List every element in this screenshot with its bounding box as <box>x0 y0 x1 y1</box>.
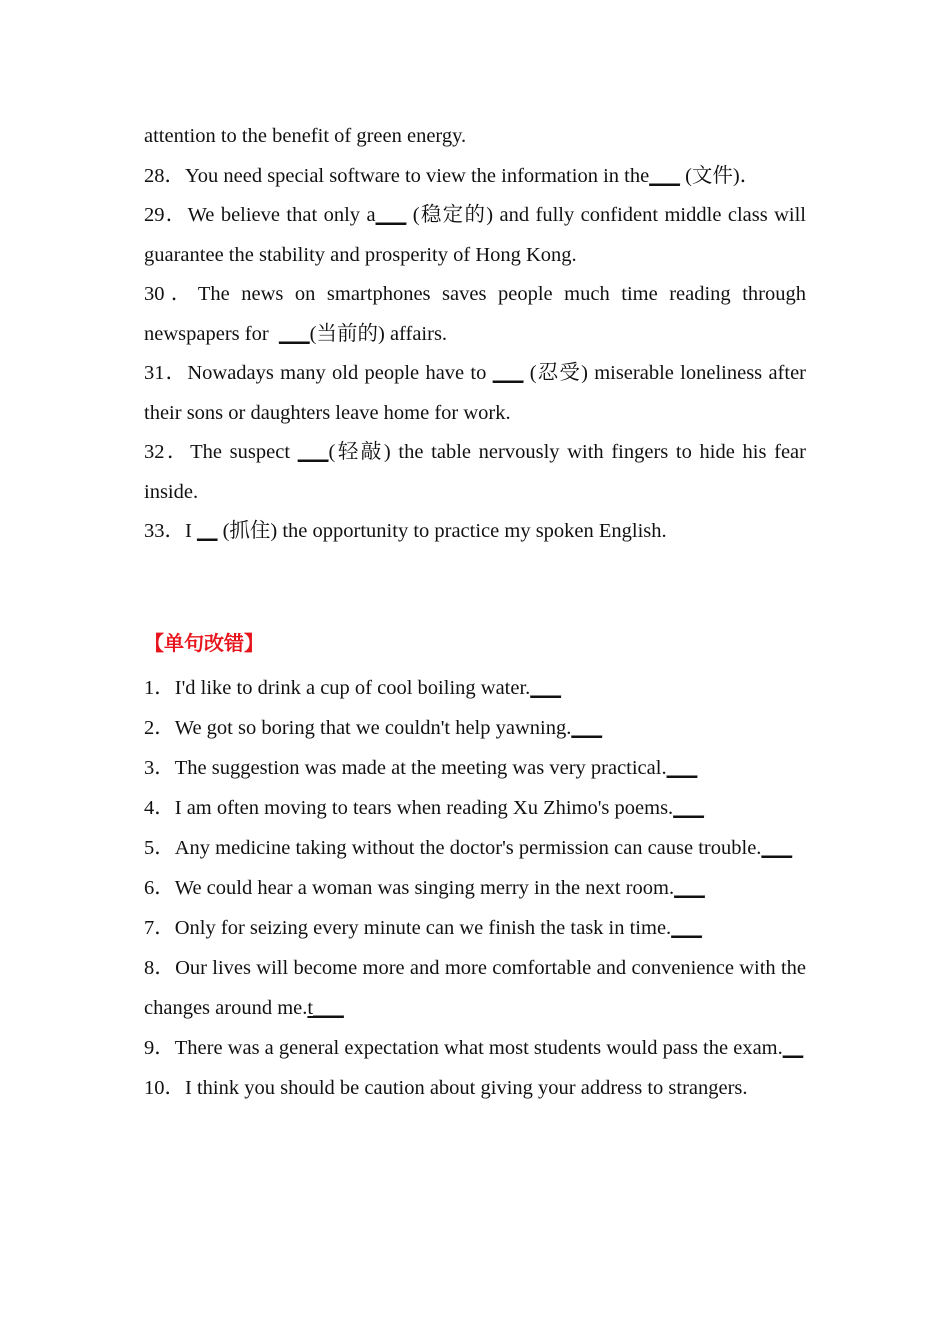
correction-list <box>144 668 806 1108</box>
correction-item-1 <box>144 668 806 708</box>
item-number: 31． <box>144 362 188 384</box>
item-number: 33． <box>144 520 185 542</box>
fill-in-item-33 <box>144 512 806 552</box>
item-hint: (稳定的) and fully confident middle class will guarantee the stability and prosperity of Hong Kong. <box>144 204 807 266</box>
answer-blank: __ <box>782 1036 804 1059</box>
item-number: 28． <box>144 164 185 187</box>
item-number: 3． <box>144 756 175 779</box>
answer-blank: ___ <box>671 916 702 939</box>
item-number: 30． <box>144 283 198 305</box>
answer-blank: ___ <box>492 362 524 384</box>
item-text: You need special software to view the information in the <box>185 164 650 187</box>
correction-item-5 <box>144 828 806 868</box>
item-text: The news on smartphones saves people much time reading through newspapers for <box>144 283 812 345</box>
correction-item-7 <box>144 908 806 948</box>
item-number: 9． <box>144 1036 175 1059</box>
answer-blank: ___ <box>571 716 603 739</box>
item-number: 10． <box>144 1076 185 1099</box>
item-number: 29． <box>144 204 188 226</box>
fill-in-item-31 <box>144 354 806 433</box>
item-text: Any medicine taking without the doctor's permission can cause trouble. <box>174 836 762 859</box>
item-text: The suggestion was made at the meeting was very practical. <box>174 756 667 779</box>
section-title: 【单句改错】 <box>144 630 264 655</box>
item-number: 8． <box>144 956 176 979</box>
item-text: The suspect <box>190 441 298 463</box>
item-number: 1． <box>144 676 175 699</box>
correction-item-8 <box>144 948 806 1028</box>
fill-in-item-32 <box>144 433 806 512</box>
item-hint: (当前的) affairs. <box>309 322 448 345</box>
item-text: I am often moving to tears when reading Xu Zhimo's poems. <box>174 796 674 819</box>
item-text: I think you should be caution about giving your address to strangers. <box>185 1076 748 1099</box>
correction-item-4 <box>144 788 806 828</box>
item-text: We believe that only a <box>187 204 376 226</box>
item-number: 5． <box>144 836 175 859</box>
fill-in-item-29 <box>144 196 806 275</box>
item-text: I <box>185 520 197 542</box>
item-hint: (抓住) the opportunity to practice my spoken English. <box>217 520 667 542</box>
answer-blank: ___ <box>530 676 562 699</box>
answer-blank: ___ <box>666 756 698 779</box>
answer-blank: ___ <box>674 876 705 899</box>
answer-blank: ___ <box>297 441 329 463</box>
item-number: 32． <box>144 441 191 463</box>
item-text: We got so boring that we couldn't help yawning. <box>174 716 572 739</box>
item-number: 4． <box>144 796 175 819</box>
item-number: 7． <box>144 916 175 939</box>
item-text: There was a general expectation what most students would pass the exam. <box>174 1036 783 1059</box>
item-hint: (文件)． <box>679 164 761 187</box>
correction-item-10 <box>144 1068 806 1108</box>
correction-item-9 <box>144 1028 806 1068</box>
document-page <box>144 117 812 1108</box>
item-number: 6． <box>144 876 175 899</box>
item-text: Our lives will become more and more comfortable and convenience with the changes around me. <box>144 956 806 1019</box>
answer-blank: ___ <box>278 322 310 345</box>
item-number: 2． <box>144 716 175 739</box>
answer-blank: ___ <box>375 204 407 226</box>
correction-item-2 <box>144 708 806 748</box>
answer-blank: ___ <box>761 836 793 859</box>
item-hint: (轻敲) the table nervously with fingers to hide his fear inside. <box>144 441 806 503</box>
item-hint: (忍受) miserable loneliness after their sons or daughters leave home for work. <box>144 362 807 424</box>
fill-in-item-28 <box>144 157 806 197</box>
answer-blank: __ <box>196 520 218 542</box>
fill-in-item-30 <box>144 275 812 354</box>
item-text: I'd like to drink a cup of cool boiling water. <box>174 676 531 699</box>
answer-blank: t___ <box>307 996 344 1019</box>
answer-blank: ___ <box>673 796 704 819</box>
item-text: We could hear a woman was singing merry in the next room. <box>174 876 675 899</box>
correction-item-3 <box>144 748 806 788</box>
item-text: Only for seizing every minute can we finish the task in time. <box>174 916 672 939</box>
answer-blank: ___ <box>649 164 680 187</box>
fill-in-list <box>144 157 812 552</box>
correction-item-6 <box>144 868 806 908</box>
item-text: Nowadays many old people have to <box>187 362 493 384</box>
carryover-text: attention to the benefit of green energy. <box>144 125 467 147</box>
